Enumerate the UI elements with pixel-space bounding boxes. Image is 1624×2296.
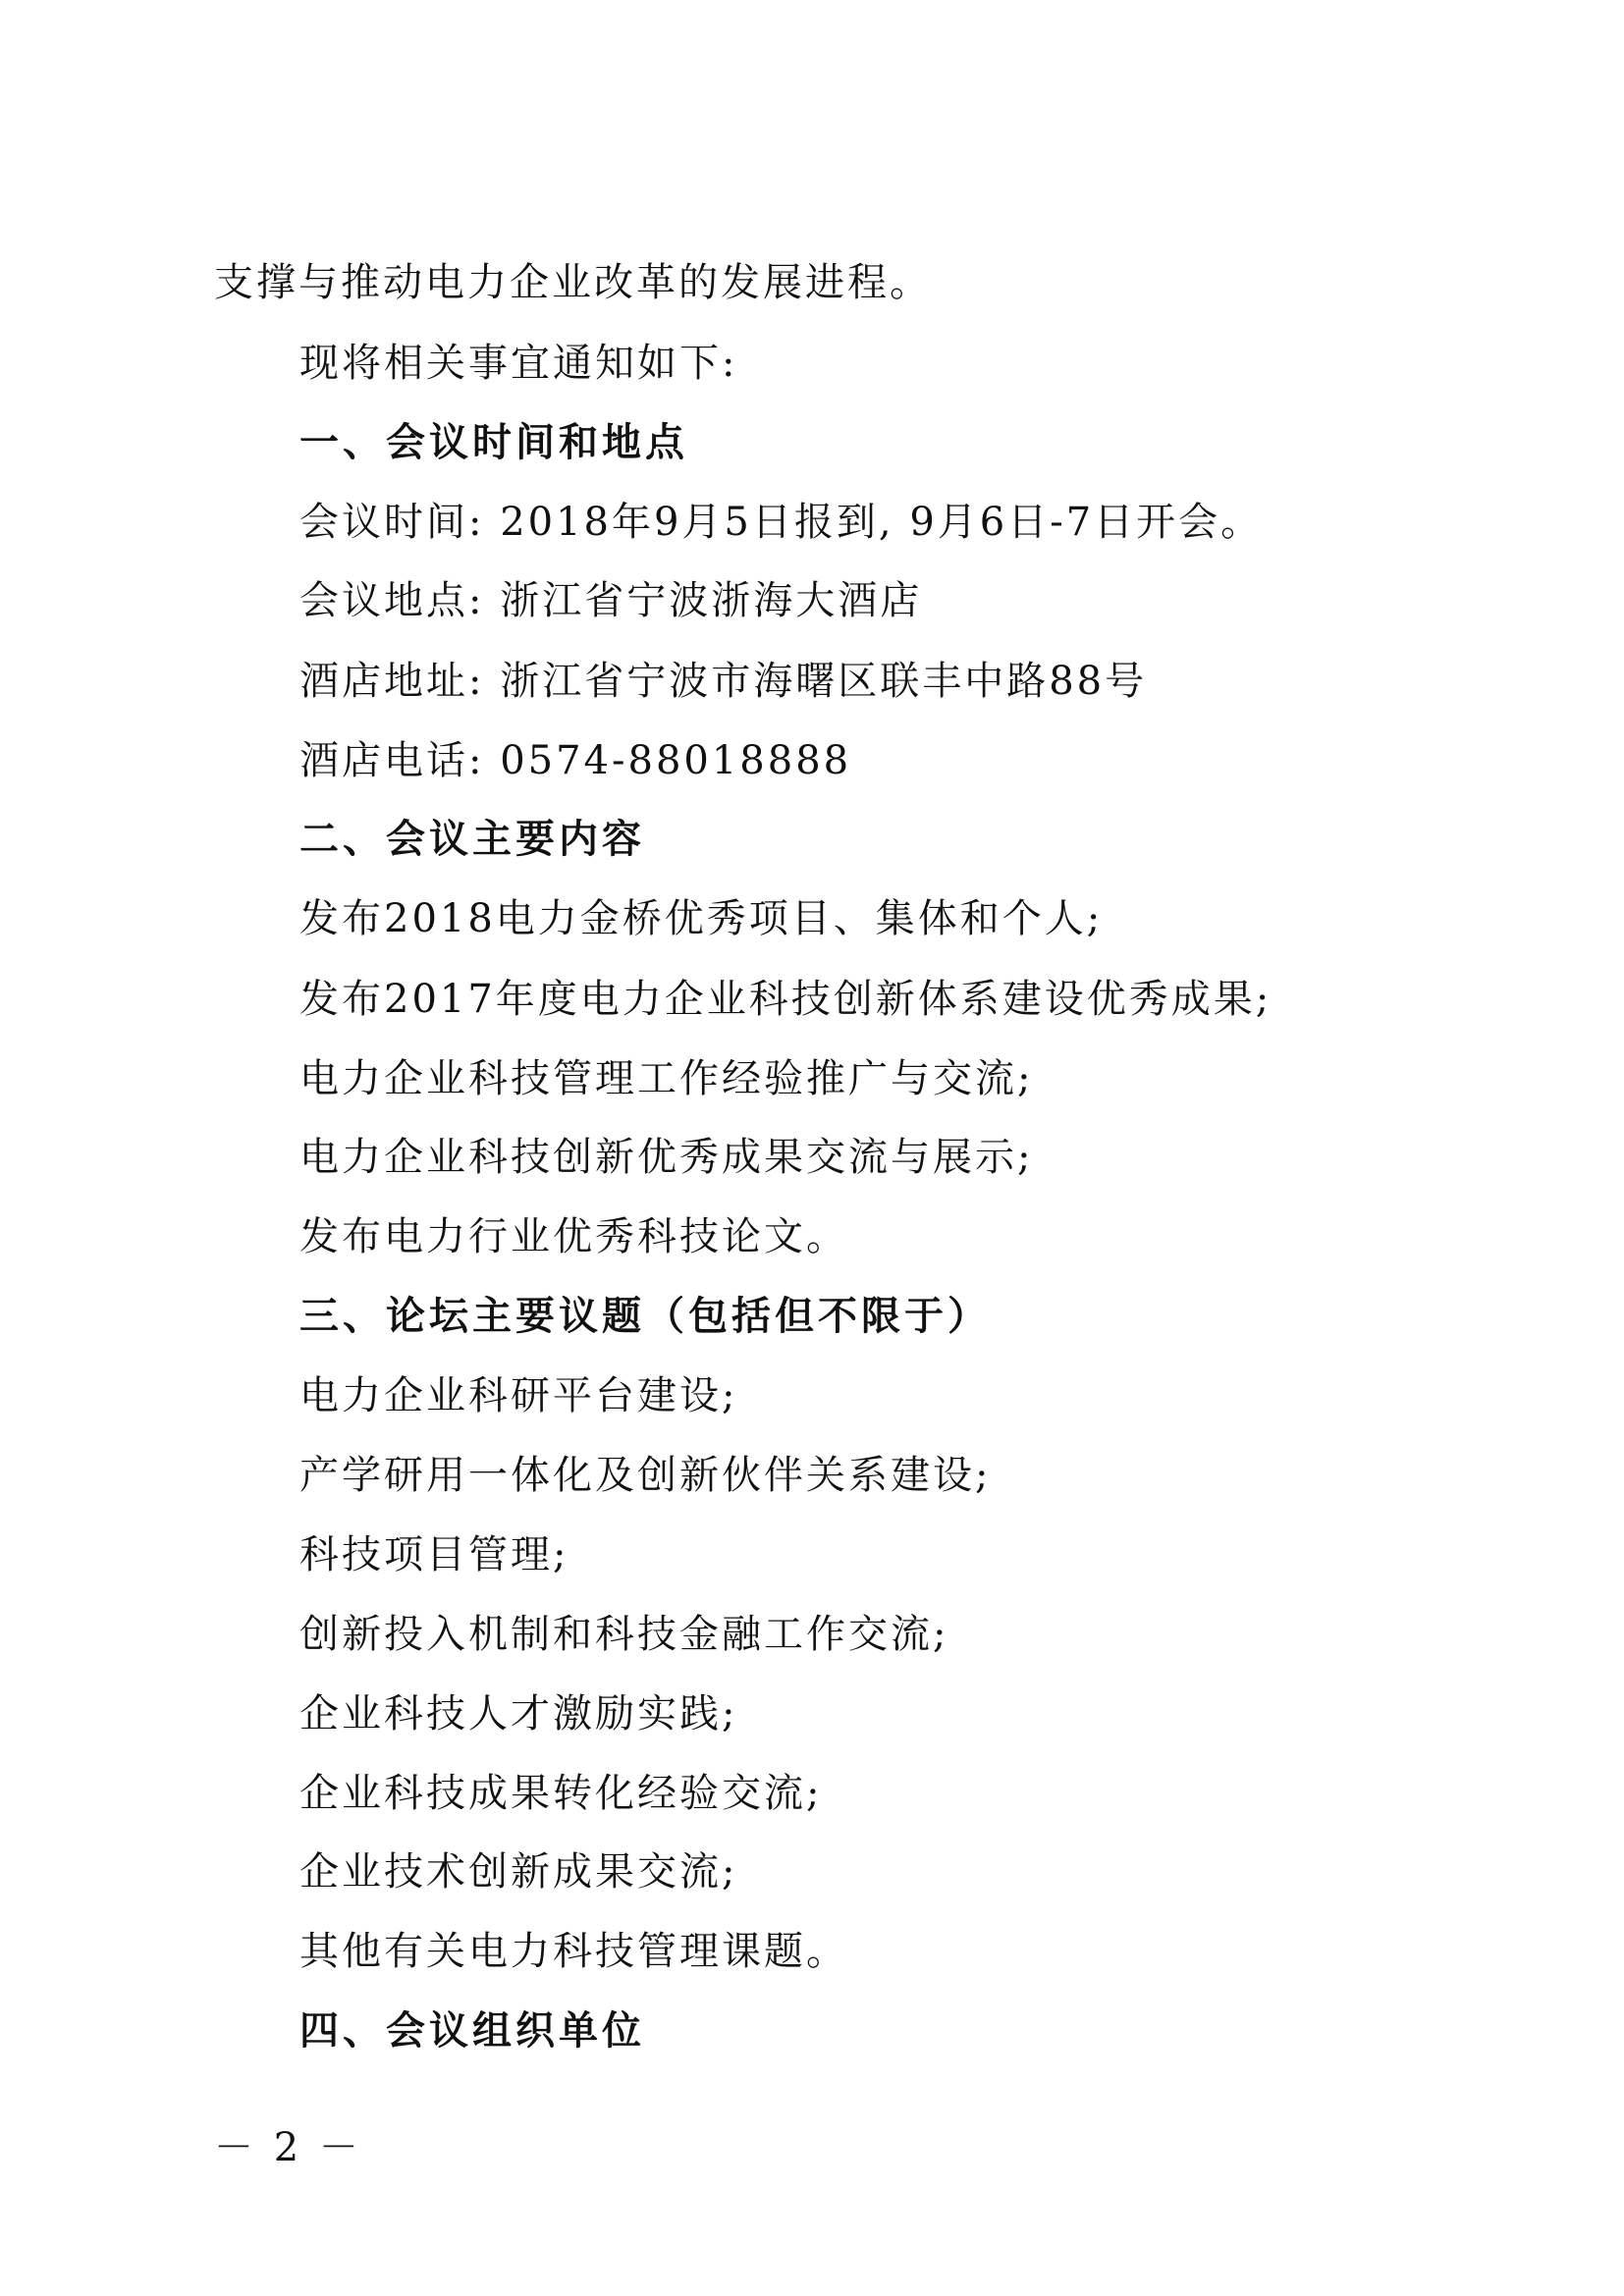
section-heading-organizers: 四、会议组织单位 bbox=[299, 2008, 645, 2054]
topic-item: 企业技术创新成果交流; bbox=[299, 1849, 738, 1895]
meeting-location: 会议地点: 浙江省宁波浙海大酒店 bbox=[299, 578, 923, 623]
topic-item: 科技项目管理; bbox=[299, 1532, 569, 1577]
section-heading-main-content: 二、会议主要内容 bbox=[299, 817, 645, 862]
topic-item: 产学研用一体化及创新伙伴关系建设; bbox=[299, 1453, 992, 1498]
content-item: 发布2017年度电力企业科技创新体系建设优秀成果; bbox=[299, 977, 1272, 1022]
content-item: 电力企业科技管理工作经验推广与交流; bbox=[299, 1056, 1034, 1101]
content-item: 发布2018电力金桥优秀项目、集体和个人; bbox=[299, 896, 1104, 941]
hotel-phone: 酒店电话: 0574-88018888 bbox=[299, 738, 852, 783]
topic-item: 企业科技成果转化经验交流; bbox=[299, 1771, 823, 1816]
section-heading-forum-topics: 三、论坛主要议题（包括但不限于） bbox=[299, 1294, 991, 1339]
notice-intro: 现将相关事宜通知如下: bbox=[299, 341, 738, 386]
section-heading-time-location: 一、会议时间和地点 bbox=[299, 420, 688, 465]
meeting-time: 会议时间: 2018年9月5日报到, 9月6日-7日开会。 bbox=[299, 500, 1264, 545]
topic-item: 电力企业科研平台建设; bbox=[299, 1373, 738, 1418]
paragraph-continuation: 支撑与推动电力企业改革的发展进程。 bbox=[214, 260, 932, 305]
topic-item: 企业科技人才激励实践; bbox=[299, 1691, 738, 1736]
content-item: 电力企业科技创新优秀成果交流与展示; bbox=[299, 1135, 1034, 1180]
content-item: 发布电力行业优秀科技论文。 bbox=[299, 1214, 848, 1259]
page-number: － 2 － bbox=[214, 2125, 362, 2170]
topic-item: 其他有关电力科技管理课题。 bbox=[299, 1929, 848, 1974]
hotel-address: 酒店地址: 浙江省宁波市海曙区联丰中路88号 bbox=[299, 659, 1148, 704]
topic-item: 创新投入机制和科技金融工作交流; bbox=[299, 1612, 949, 1657]
